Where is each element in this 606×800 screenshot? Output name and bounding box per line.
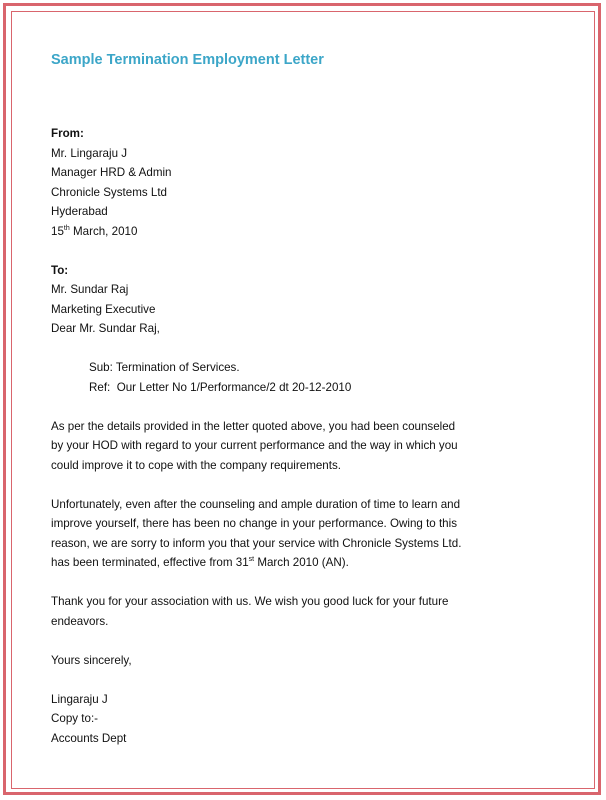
paragraph-line: As per the details provided in the letter quoted above, you had been counseled — [51, 419, 456, 433]
from-city: Hyderabad — [51, 205, 108, 218]
subject-line: Sub: Termination of Services. — [89, 361, 240, 374]
closing-block — [51, 690, 571, 749]
copy-to-label: Copy to:- — [51, 712, 99, 725]
from-position: Manager HRD & Admin — [51, 166, 172, 179]
from-block — [51, 124, 571, 241]
date-suffix: th — [63, 224, 70, 232]
paragraph-line: reason, we are sorry to inform you that your service with Chronicle Systems Ltd. — [51, 536, 462, 550]
sign-off: Yours sincerely, — [51, 653, 132, 667]
termination-date-rest: March 2010 (AN). — [254, 556, 349, 569]
to-label: To: — [51, 263, 69, 277]
paragraph-line: could improve it to cope with the company requirements. — [51, 458, 341, 472]
termination-date-suffix: st — [248, 556, 255, 564]
paragraph-line: Thank you for your association with us. We wish you good luck for your future — [51, 595, 449, 608]
from-date — [51, 222, 571, 242]
from-name: Mr. Lingaraju J — [51, 146, 128, 160]
signer-name: Lingaraju J — [51, 692, 108, 706]
paragraph-line: Unfortunately, even after the counseling and ample duration of time to learn and — [51, 497, 461, 511]
copy-to-dept: Accounts Dept — [51, 731, 127, 745]
letter-content — [51, 50, 571, 748]
paragraph-line: endeavors. — [51, 614, 109, 628]
letter-title: Sample Termination Employment Letter — [51, 52, 324, 68]
subject-block — [51, 358, 571, 397]
paragraph-1 — [51, 417, 571, 476]
date-rest: March, 2010 — [69, 224, 138, 238]
paragraph-line — [51, 553, 571, 573]
to-name: Mr. Sundar Raj — [51, 283, 129, 296]
date-day: 15 — [51, 224, 64, 238]
to-block — [51, 261, 571, 339]
paragraph-2 — [51, 495, 571, 573]
salutation: Dear Mr. Sundar Raj, — [51, 322, 160, 335]
to-position: Marketing Executive — [51, 302, 156, 316]
paragraph-line: by your HOD with regard to your current performance and the way in which you — [51, 439, 458, 452]
paragraph-3 — [51, 592, 571, 631]
paragraph-line: improve yourself, there has been no change in your performance. Owing to this — [51, 517, 458, 530]
reference-line: Ref: Our Letter No 1/Performance/2 dt 20-12-2010 — [89, 380, 352, 394]
from-company: Chronicle Systems Ltd — [51, 185, 167, 199]
from-label: From: — [51, 127, 84, 140]
termination-text: has been terminated, effective from 31 — [51, 556, 249, 569]
